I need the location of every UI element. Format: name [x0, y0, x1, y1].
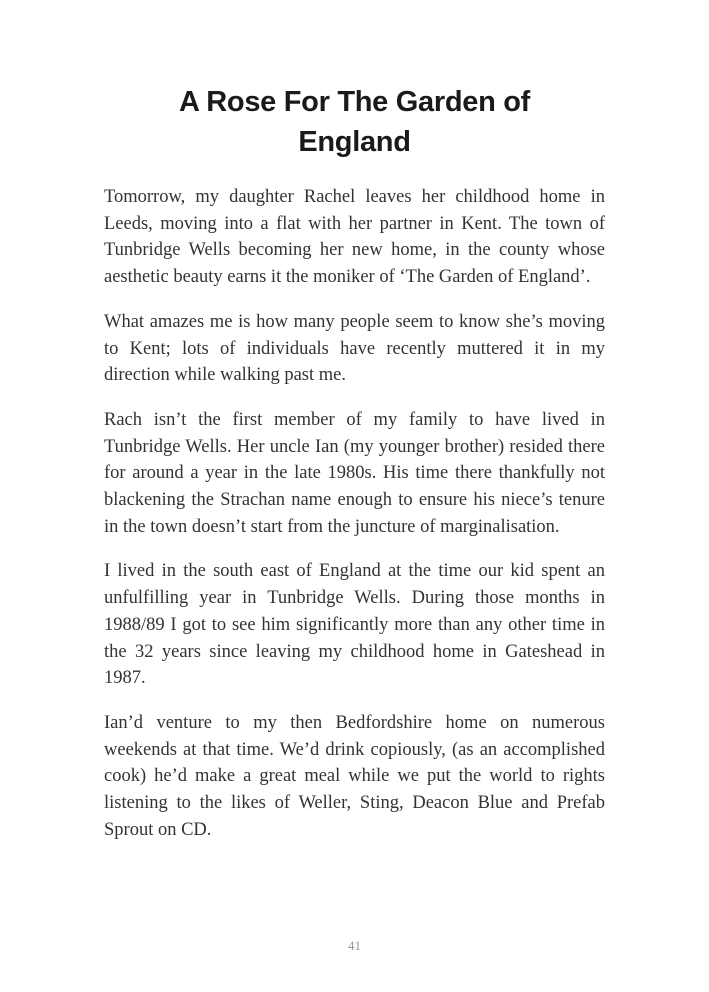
page-content — [104, 0, 605, 861]
body-text — [104, 184, 605, 843]
chapter-title-line-1: A Rose For The Garden of — [178, 86, 531, 118]
page-number: 41 — [348, 938, 361, 953]
body-paragraph: Rach isn’t the first member of my family to have lived in Tunbridge Wells. Her uncle Ian (my younger brother) resided there for around a year in the late 1980s. His time there thankfully not blackening the Strachan name enough to ensure his niece’s tenure in the town doesn’t start from the juncture of marginalisation. — [104, 409, 605, 537]
body-paragraph: Tomorrow, my daughter Rachel leaves her childhood home in Leeds, moving into a flat with her partner in Kent. The town of Tunbridge Wells becoming her new home, in the county whose aesthetic beauty earns it the moniker of ‘The Garden of England’. — [104, 187, 605, 288]
chapter-title-line-2: England — [298, 126, 411, 158]
page-footer — [0, 938, 709, 954]
chapter-title — [104, 82, 605, 162]
body-paragraph: What amazes me is how many people seem to know she’s moving to Kent; lots of individuals have recently muttered it in my direction while walking past me. — [104, 311, 605, 386]
body-paragraph: I lived in the south east of England at the time our kid spent an unfulfilling year in Tunbridge Wells. During those months in 1988/89 I got to see him significantly more than any other time in the 32 years since leaving my childhood home in Gateshead in 1987. — [104, 561, 605, 689]
body-paragraph: Ian’d venture to my then Bedfordshire home on numerous weekends at that time. We’d drink copiously, (as an accomplished cook) he’d make a great meal while we put the world to rights listening to the likes of Weller, Sting, Deacon Blue and Prefab Sprout on CD. — [104, 712, 605, 840]
